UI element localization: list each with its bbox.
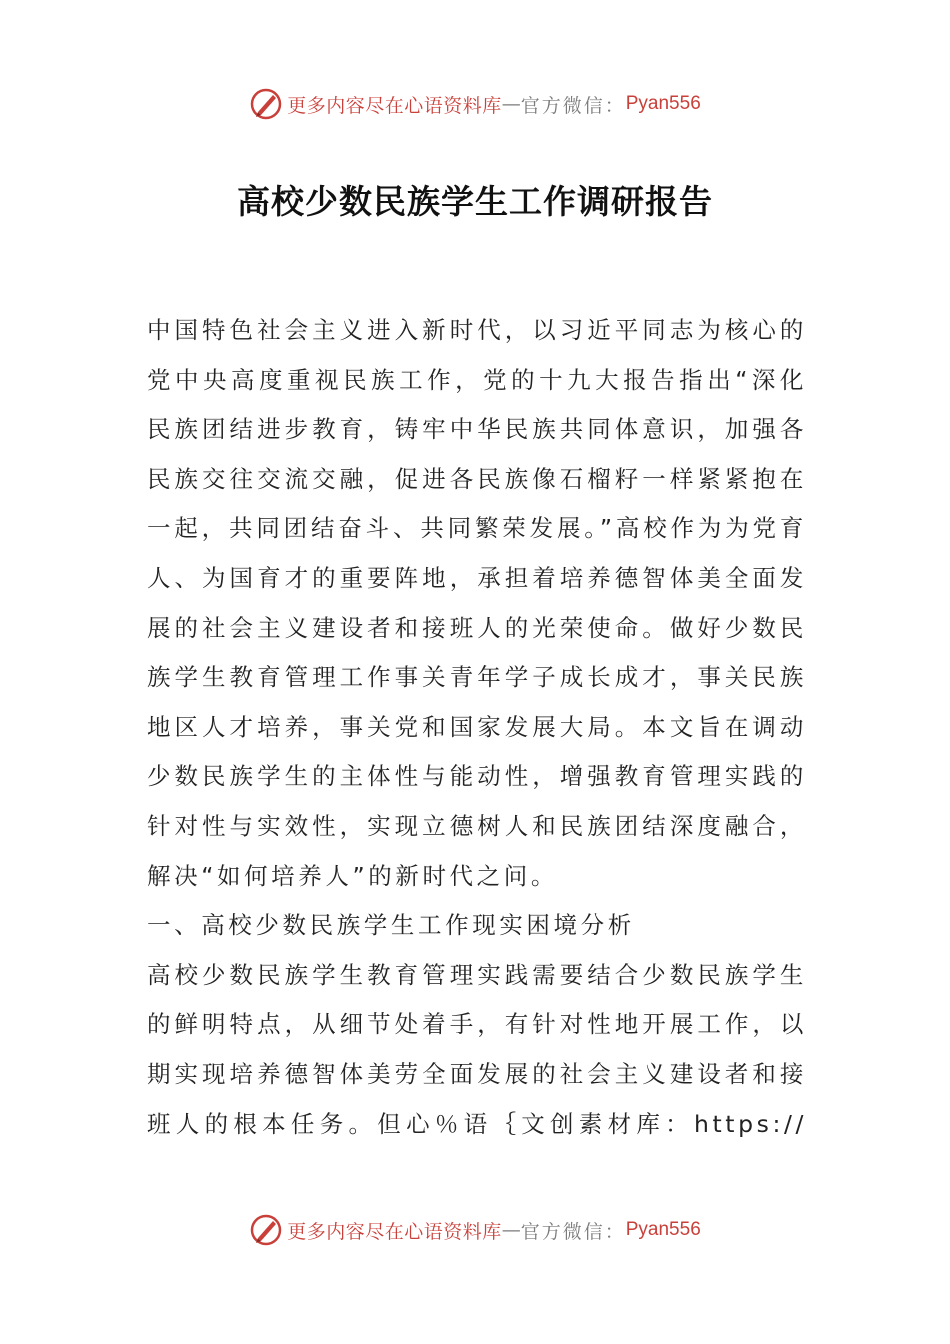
- section-heading: 一、高校少数民族学生工作现实困境分析: [147, 911, 635, 940]
- banner-separator: —: [501, 93, 521, 115]
- banner-main-text: 更多内容尽在心语资料库: [287, 1220, 502, 1243]
- banner-wechat-label: 官方微信：: [520, 1220, 626, 1243]
- header-watermark-banner: [0, 84, 950, 124]
- intro-paragraph: 中国特色社会主义进入新时代，以习近平同志为核心的党中央高度重视民族工作，党的十九大报告指出“深化民族团结进步教育，铸牢中华民族共同体意识，加强各民族交往交流交融，促进各民族像石榴籽一样紧紧抱在一起，共同团结奋斗、共同繁荣发展。”高校作为为党育人、为国育才的重要阵地，承担着培养德智体美全面发展的社会主义建设者和接班人的光荣使命。做好少数民族学生教育管理工作事关青年学子成长成才，事关民族地区人才培养，事关党和国家发展大局。本文旨在调动少数民族学生的主体性与能动性，增强教育管理实践的针对性与实效性，实现立德树人和民族团结深度融合，解决“如何培养人”的新时代之问。: [147, 316, 807, 890]
- document-body: [147, 306, 807, 1149]
- pen-logo-icon: [249, 1213, 283, 1247]
- section-paragraph: 高校少数民族学生教育管理实践需要结合少数民族学生的鲜明特点，从细节处着手，有针对性地开展工作，以期实现培养德智体美劳全面发展的社会主义建设者和接班人的根本任务。但心％语｛文创素材库：https://: [147, 960, 807, 1138]
- pen-logo-icon: [249, 87, 283, 121]
- banner-separator: —: [501, 1219, 521, 1241]
- document-title: 高校少数民族学生工作调研报告: [237, 182, 713, 221]
- banner-wechat-id: Pyan556: [625, 93, 701, 114]
- footer-watermark-banner: [0, 1210, 950, 1250]
- banner-wechat-label: 官方微信：: [520, 94, 626, 117]
- banner-main-text: 更多内容尽在心语资料库: [287, 94, 502, 117]
- banner-wechat-id: Pyan556: [625, 1219, 701, 1240]
